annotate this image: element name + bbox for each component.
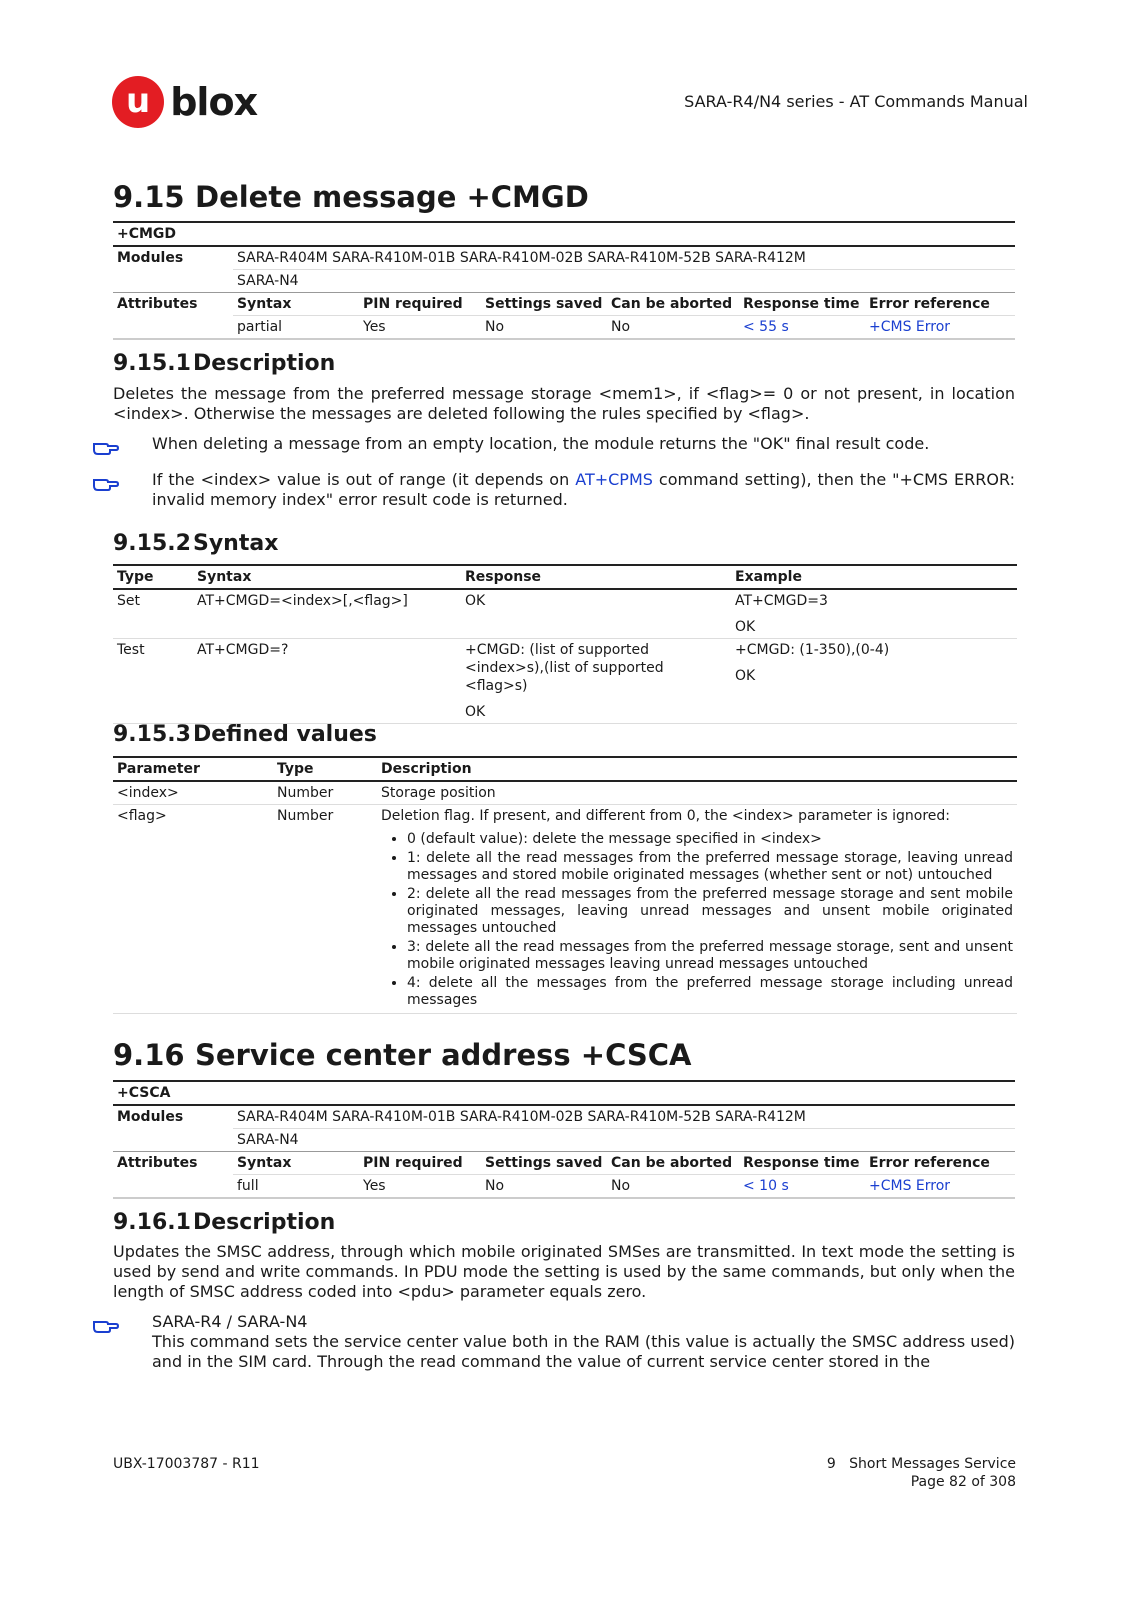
csca-command-table: +CSCA Modules SARA-R404M SARA-R410M-01B SARA-R410M-02B SARA-R410M-52B SARA-R412M SARA-N4 Attributes Syntax PIN required Settings saved Can be aborted Response time Error reference full Yes No No < 10 s +CMS Error — [113, 1080, 1015, 1199]
section-9-16-heading: 9.16 Service center address +CSCA — [113, 1038, 692, 1072]
list-item: • 2: delete all the read messages from the preferred message storage and sent mobile originated messages, leaving unread messages and unsent mobile originated messages untouched — [407, 886, 1013, 937]
footer-page-number: Page 82 of 308 — [910, 1474, 1016, 1490]
note-index-out-of-range: If the <index> value is out of range (it depends on AT+CPMS command setting), then the "+CMS ERROR: invalid memory index" error result code is returned. — [152, 470, 1016, 509]
pointing-hand-icon — [92, 436, 122, 458]
description-text: Updates the SMSC address, through which mobile originated SMSes are transmitted. In text mode the setting is used by send and write commands. In PDU mode the setting is used by the same commands, but only when the length of SMSC address coded into <pdu> parameter equals zero. — [113, 1242, 1015, 1301]
section-9-15-heading: 9.15 Delete message +CMGD — [113, 180, 589, 214]
defined-values-table: Parameter Type Description <index> Number Storage position <flag> Number Deletion flag. If present, and different from 0, the <index> parameter is ignored: • 0 (default value): delete the message specified in <index> • 1: delete all the read messages from the preferred message storage, leaving unread messages and stored mobile originated messages (whether sent or not) untouched • 2: delete all the read messages from the preferred message storage and sent mobile originated messages, leaving unread messages and unsent mobile originated messages untouched • 3: delete all the read messages from the preferred message storage, sent and unsent mobile originated messages leaving unread messages untouched • 4: delete all the messages from the preferred message storage including unread messages — [113, 756, 1017, 1014]
table-row: Set AT+CMGD=<index>[,<flag>] OK AT+CMGD=3 OK — [113, 589, 1017, 639]
section-9-15-3-heading: 9.15.3Defined values — [113, 722, 377, 747]
pointing-hand-icon — [92, 1314, 122, 1336]
pointing-hand-icon — [92, 472, 122, 494]
section-9-15-2-heading: 9.15.2Syntax — [113, 531, 279, 556]
response-time-link[interactable]: < 55 s — [739, 316, 865, 340]
response-time-link[interactable]: < 10 s — [739, 1175, 865, 1199]
ublox-logo: u blox — [112, 74, 252, 130]
footer-doc-id: UBX-17003787 - R11 — [113, 1456, 260, 1472]
header-title: SARA-R4/N4 series - AT Commands Manual — [684, 92, 1028, 111]
note-sara-r4-n4: SARA-R4 / SARA-N4 This command sets the service center value both in the RAM (this value is actually the SMSC address used) and in the SIM card. Through the read command the value of current service center stored in the — [152, 1312, 1015, 1371]
list-item: • 3: delete all the read messages from the preferred message storage, sent and unsent mobile originated messages leaving unread messages untouched — [407, 939, 1013, 973]
list-item: • 1: delete all the read messages from the preferred message storage, leaving unread messages and stored mobile originated messages (whether sent or not) untouched — [407, 850, 1013, 884]
section-9-16-1-heading: 9.16.1Description — [113, 1210, 336, 1235]
list-item: • 4: delete all the messages from the preferred message storage including unread messages — [407, 975, 1013, 1009]
footer-chapter: 9 Short Messages Service — [826, 1456, 1016, 1472]
syntax-table: Type Syntax Response Example Set AT+CMGD=<index>[,<flag>] OK AT+CMGD=3 OK Test AT+CMGD=? +CMGD: (list of supported <index>s),(list of supported <flag>s) OK +CMGD: (1-350),(0-4) OK — [113, 564, 1017, 724]
note-empty-location: When deleting a message from an empty location, the module returns the "OK" final result code. — [152, 434, 930, 453]
at-cpms-link[interactable]: AT+CPMS — [575, 470, 653, 489]
cms-error-link[interactable]: +CMS Error — [865, 316, 1015, 340]
description-text: Deletes the message from the preferred message storage <mem1>, if <flag>= 0 or not present, in location <index>. Otherwise the messages are deleted following the rules specified by <flag>. — [113, 384, 1015, 423]
table-row: <flag> Number Deletion flag. If present, and different from 0, the <index> parameter is ignored: • 0 (default value): delete the message specified in <index> • 1: delete all the read messages from the preferred message storage, leaving unread messages and stored mobile originated messages (whether sent or not) untouched • 2: delete all the read messages from the preferred message storage and sent mobile originated messages, leaving unread messages and unsent mobile originated messages untouched • 3: delete all the read messages from the preferred message storage, sent and unsent mobile originated messages leaving unread messages untouched • 4: delete all the messages from the preferred message storage including unread messages — [113, 805, 1017, 1014]
cmgd-command-table: +CMGD Modules SARA-R404M SARA-R410M-01B SARA-R410M-02B SARA-R410M-52B SARA-R412M SARA-N4 Attributes Syntax PIN required Settings saved Can be aborted Response time Error reference partial Yes No No < 55 s +CMS Error — [113, 221, 1015, 340]
flag-values-list — [381, 831, 1013, 1009]
section-9-15-1-heading: 9.15.1Description — [113, 351, 336, 376]
table-row: Test AT+CMGD=? +CMGD: (list of supported <index>s),(list of supported <flag>s) OK +CMGD: (1-350),(0-4) OK — [113, 639, 1017, 724]
table-row: <index> Number Storage position — [113, 781, 1017, 805]
cms-error-link[interactable]: +CMS Error — [865, 1175, 1015, 1199]
list-item: • 0 (default value): delete the message specified in <index> — [407, 831, 1013, 848]
